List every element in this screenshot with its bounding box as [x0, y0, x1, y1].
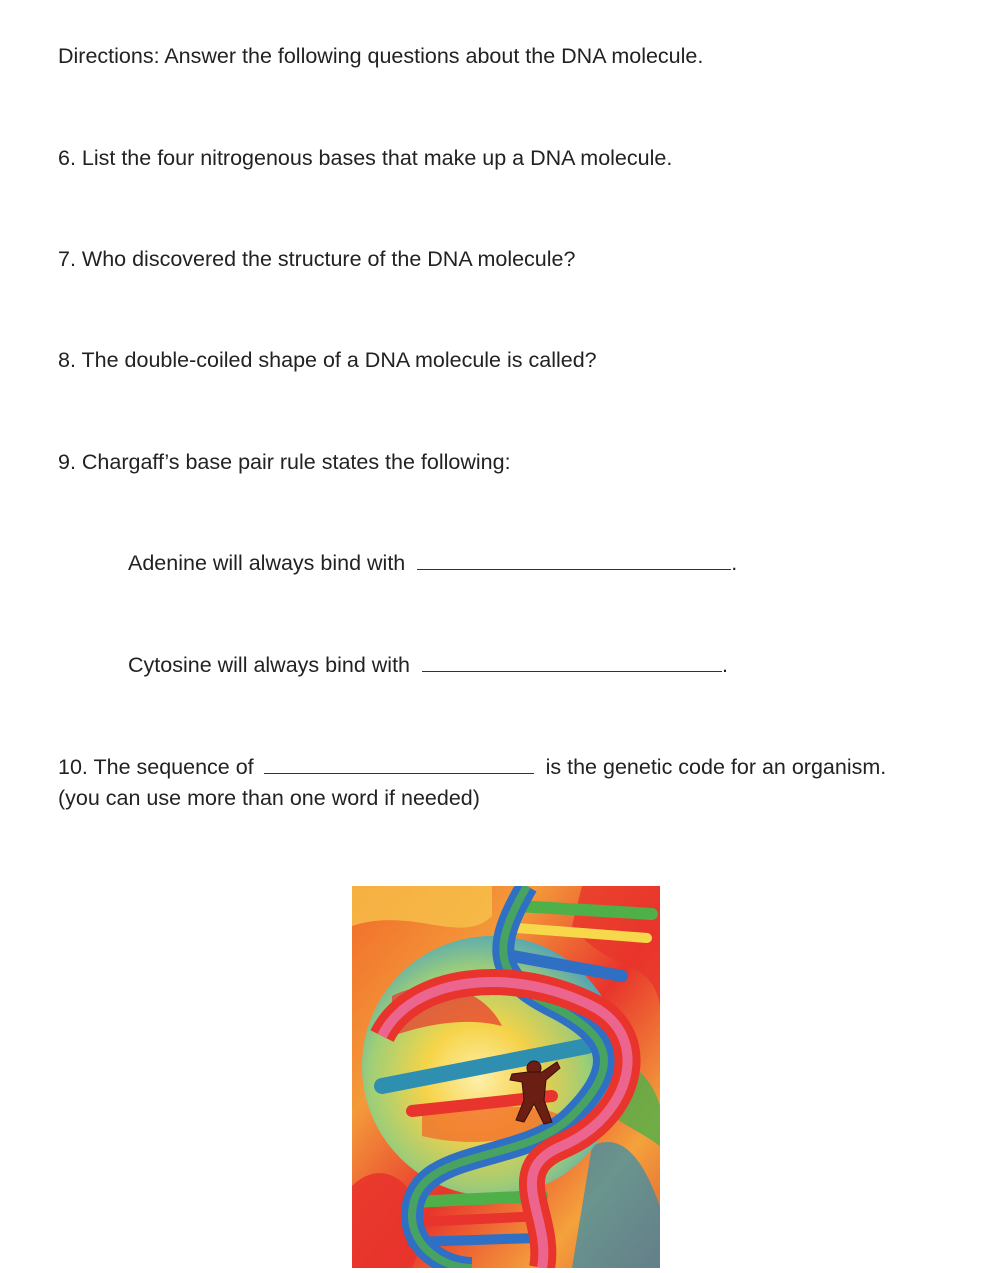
question-7: 7. Who discovered the structure of the DNA molecule?: [58, 247, 576, 271]
question-8: 8. The double-coiled shape of a DNA molecule is called?: [58, 348, 597, 372]
adenine-answer-blank[interactable]: [417, 551, 731, 570]
sequence-answer-blank[interactable]: [264, 755, 534, 774]
cytosine-period: .: [721, 653, 728, 677]
dna-double-helix-painting-icon: [352, 886, 660, 1268]
question-10-note: (you can use more than one word if needed): [58, 786, 480, 810]
sequence-prompt: 10. The sequence of: [58, 755, 254, 779]
question-6: 6. List the four nitrogenous bases that make up a DNA molecule.: [58, 146, 673, 170]
sequence-prompt-end: is the genetic code for an organism.: [545, 755, 887, 779]
directions: Directions: Answer the following questions about the DNA molecule.: [58, 44, 704, 68]
question-10: [58, 754, 886, 780]
adenine-period: .: [731, 551, 738, 575]
adenine-prompt: Adenine will always bind with: [128, 551, 406, 575]
cytosine-prompt: Cytosine will always bind with: [128, 653, 410, 677]
question-9: 9. Chargaff’s base pair rule states the following:: [58, 450, 511, 474]
cytosine-answer-blank[interactable]: [422, 653, 722, 672]
question-9-adenine: [128, 550, 737, 576]
question-9-cytosine: [128, 652, 728, 678]
